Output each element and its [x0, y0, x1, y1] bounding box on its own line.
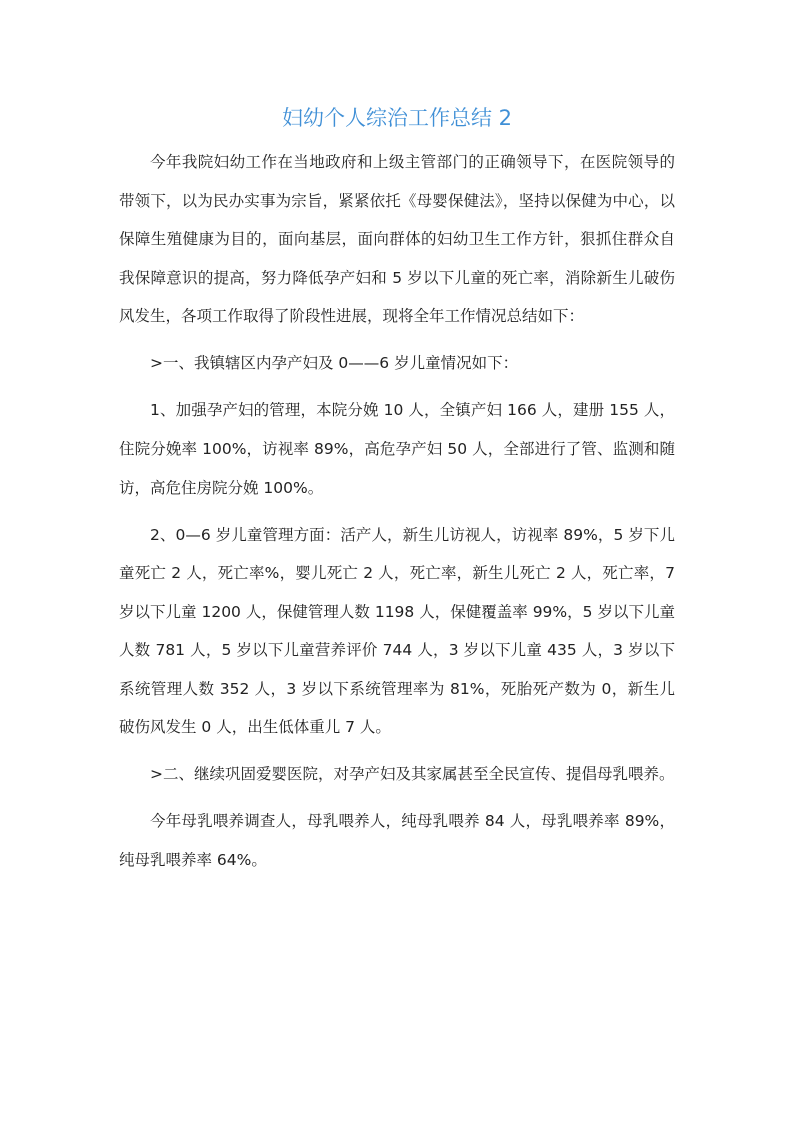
paragraph-intro: 今年我院妇幼工作在当地政府和上级主管部门的正确领导下，在医院领导的带领下，以为民办实事为宗旨，紧紧依托《母婴保健法》，坚持以保健为中心，以保障生殖健康为目的，面向基层，面向群体的妇幼卫生工作方针，狠抓住群众自我保障意识的提高，努力降低孕产妇和 5 岁以下儿童的死亡率，消除新生儿破伤风发生，各项工作取得了阶段性进展，现将全年工作情况总结如下：: [119, 153, 675, 326]
document-body: [119, 143, 675, 888]
paragraph-child-management: 2、0—6 岁儿童管理方面：活产人，新生儿访视人，访视率 89%，5 岁下儿童死亡 2 人，死亡率%，婴儿死亡 2 人，死亡率，新生儿死亡 2 人，死亡率，7 岁以下儿童 1200 人，保健管理人数 1198 人，保健覆盖率 99%，5 岁以下儿童人数 781 人，5 岁以下儿童营养评价 744 人，3 岁以下儿童 435 人，3 岁以下系统管理人数 352 人，3 岁以下系统管理率为 81%，死胎死产数为 0，新生儿破伤风发生 0 人，出生低体重儿 7 人。: [119, 525, 675, 737]
paragraph-section-2-heading: >二、继续巩固爱婴医院，对孕产妇及其家属甚至全民宣传、提倡母乳喂养。: [150, 765, 675, 784]
document-title: 妇幼个人综治工作总结 2: [281, 106, 513, 130]
paragraph-section-1-heading: >一、我镇辖区内孕产妇及 0——6 岁儿童情况如下：: [150, 354, 519, 373]
paragraph-maternal-management: 1、加强孕产妇的管理，本院分娩 10 人，全镇产妇 166 人，建册 155 人，住院分娩率 100%，访视率 89%，高危孕产妇 50 人，全部进行了管、监测和随访，高危住房院分娩 100%。: [119, 401, 675, 497]
paragraph-breastfeeding: 今年母乳喂养调查人，母乳喂养人，纯母乳喂养 84 人，母乳喂养率 89%，纯母乳喂养率 64%。: [119, 812, 675, 870]
